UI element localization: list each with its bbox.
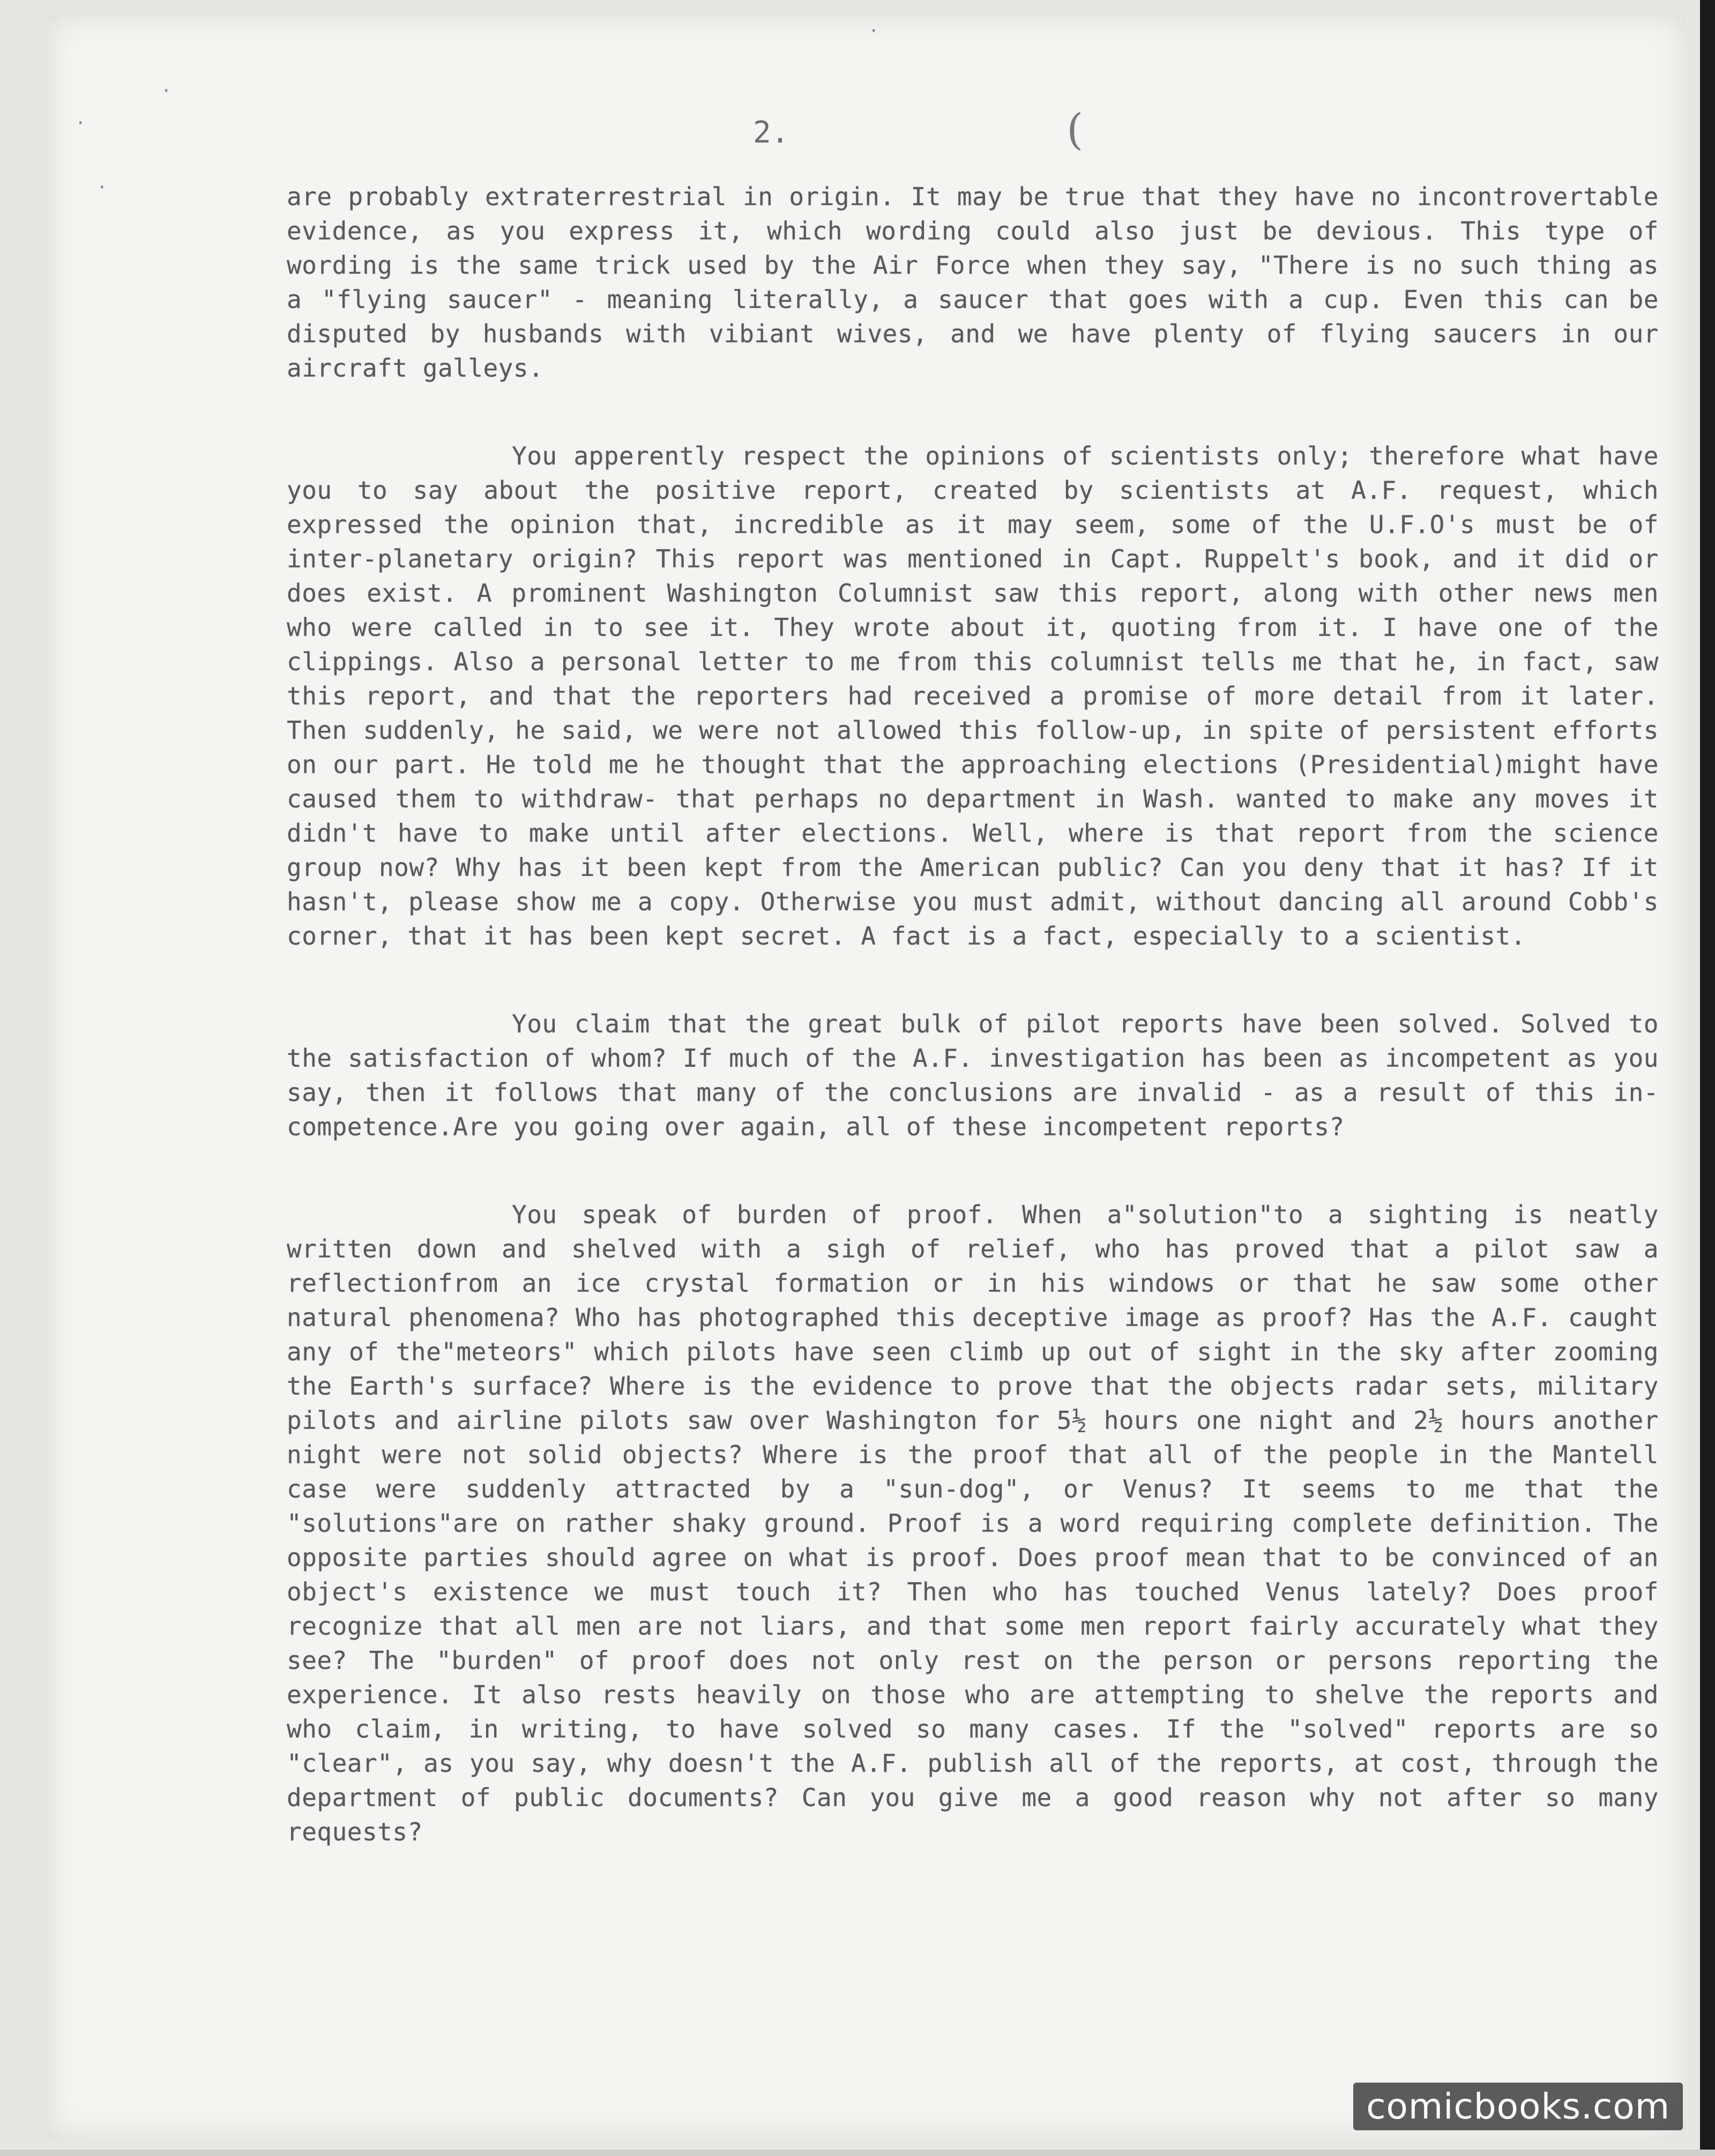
paragraph-1: are probably extraterrestrial in origin. It may be true that they have no incontrovertable evidence, as you express it, which wording could also just be devious. This type of wording is the same trick used by the Air Force when they say, "There is no such thing as a "flying saucer" - meaning literally, a saucer that goes with a cup. Even this can be disputed by husbands with vibiant wives, and we have plenty of flying saucers in our aircraft galleys. <box>287 182 1659 383</box>
scan-border-right <box>1700 0 1715 2156</box>
speck-mark: · <box>161 80 172 102</box>
paragraph-4: You speak of burden of proof. When a"solution"to a sighting is neatly written down and shelved with a sigh of relief, who has proved that a pilot saw a reflectionfrom an ice crystal formation or in his windows or that he saw some other natural phenomena? Who has photographed this deceptive image as proof? Has the A.F. caught any of the"meteors" which pilots have seen climb up out of sight in the sky after zooming the Earth's surface? Where is the evidence to prove that the objects radar sets, military pilots and airline pilots saw over Washington for 5½ hours one night and 2½ hours another night were not solid objects? Where is the proof that all of the people in the Mantell case were suddenly attracted by a "sun-dog", or Venus? It seems to me that the "solutions"are on rather shaky ground. Proof is a word requiring complete definition. The opposite parties should agree on what is proof. Does proof mean that to be convinced of an object's existence we must touch it? Then who has touched Venus lately? Does proof recognize that all men are not liars, and that some men report fairly accurately what they see? The "burden" of proof does not only rest on the person or persons reporting the experience. It also rests heavily on those who are attempting to shelve the reports and who claim, in writing, to have solved so many cases. If the "solved" reports are so "clear", as you say, why doesn't the A.F. publish all of the reports, at cost, through the department of public documents? Can you give me a good reason why not after so many requests? <box>287 1200 1659 1846</box>
watermark-logo: comicbooks.com <box>1353 2083 1683 2130</box>
speck-mark: · <box>868 20 879 42</box>
speck-mark: · <box>96 177 108 198</box>
letter-body <box>287 179 1659 1903</box>
page-number: 2. <box>753 115 789 150</box>
speck-mark: · <box>75 113 86 134</box>
paragraph-3: You claim that the great bulk of pilot reports have been solved. Solved to the satisfaction of whom? If much of the A.F. investigation has been as incompetent as you say, then it follows that many of the conclusions are invalid - as a result of this in-competence.Are you going over again, all of these incompetent reports? <box>287 1009 1659 1141</box>
paragraph-2: You apperently respect the opinions of scientists only; therefore what have you to say about the positive report, created by scientists at A.F. request, which expressed the opinion that, incredible as it may seem, some of the U.F.O's must be of inter-planetary origin? This report was mentioned in Capt. Ruppelt's book, and it did or does exist. A prominent Washington Columnist saw this report, along with other news men who were called in to see it. They wrote about it, quoting from it. I have one of the clippings. Also a personal letter to me from this columnist tells me that he, in fact, saw this report, and that the reporters had received a promise of more detail from it later. Then suddenly, he said, we were not allowed this follow-up, in spite of persistent efforts on our part. He told me he thought that the approaching elections (Presidential)might have caused them to withdraw- that perhaps no department in Wash. wanted to make any moves it didn't have to make until after elections. Well, where is that report from the science group now? Why has it been kept from the American public? Can you deny that it has? If it hasn't, please show me a copy. Otherwise you must admit, without dancing all around Cobb's corner, that it has been kept secret. A fact is a fact, especially to a scientist. <box>287 441 1659 950</box>
scan-border-bottom <box>0 2150 1715 2156</box>
margin-mark: ( <box>1067 104 1084 154</box>
